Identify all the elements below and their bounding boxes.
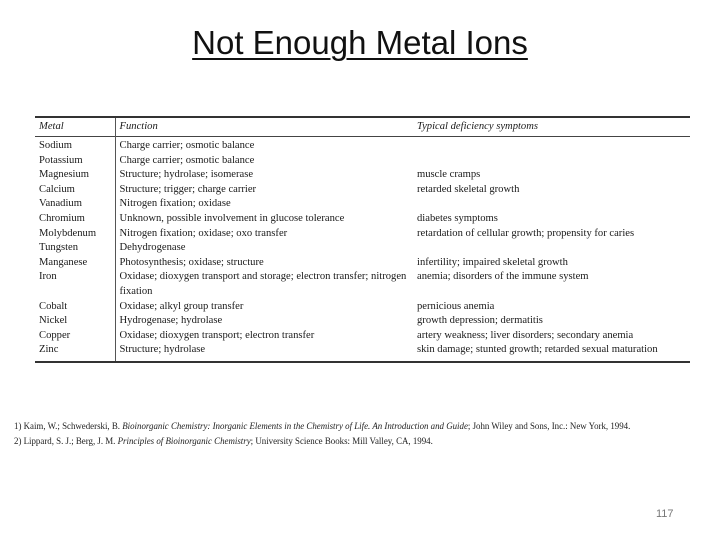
function-cell: Structure; trigger; charge carrier	[119, 183, 257, 195]
function-cell: Unknown, possible involvement in glucose tolerance	[119, 212, 345, 224]
metal-cell: Chromium	[35, 212, 115, 227]
function-cell: Charge carrier; osmotic balance	[119, 154, 255, 166]
symptoms-cell: anemia; disorders of the immune system	[417, 271, 589, 283]
function-cell: Structure; hydrolase	[119, 344, 206, 356]
table-row	[35, 343, 690, 362]
symptoms-cell: diabetes symptoms	[417, 212, 498, 224]
table-row	[35, 137, 690, 154]
reference-publisher: ; John Wiley and Sons, Inc.: New York, 1994.	[467, 421, 631, 431]
symptoms-cell	[413, 137, 690, 154]
reference-authors: 1) Kaim, W.; Schwederski, B.	[14, 421, 123, 431]
slide-title: Not Enough Metal Ions	[192, 24, 528, 61]
symptoms-cell	[413, 154, 690, 169]
table-row	[35, 168, 690, 183]
references-list	[14, 419, 714, 449]
table-row	[35, 256, 690, 271]
symptoms-cell	[413, 197, 690, 212]
metal-cell: Molybdenum	[35, 227, 115, 242]
symptoms-cell: artery weakness; liver disorders; secondary anemia	[417, 329, 634, 341]
metal-cell: Calcium	[35, 183, 115, 198]
header-function: Function	[119, 120, 158, 132]
function-cell: Oxidase; alkyl group transfer	[119, 300, 244, 312]
metal-cell: Potassium	[35, 154, 115, 169]
table-body	[35, 137, 690, 362]
function-cell: Structure; hydrolase; isomerase	[119, 169, 254, 181]
table-row	[35, 314, 690, 329]
metal-cell: Cobalt	[35, 300, 115, 315]
symptoms-cell: skin damage; stunted growth; retarded sexual maturation	[417, 344, 658, 356]
function-cell: Oxidase; dioxygen transport and storage; electron transfer; nitrogen fixation	[119, 271, 407, 297]
symptoms-cell: muscle cramps	[417, 169, 481, 181]
page-number: 117	[656, 508, 674, 520]
metal-cell: Manganese	[35, 256, 115, 271]
reference-book-title: Principles of Bioinorganic Chemistry	[117, 436, 251, 446]
function-cell: Nitrogen fixation; oxidase; oxo transfer	[119, 227, 288, 239]
function-cell: Nitrogen fixation; oxidase	[119, 198, 231, 210]
metal-cell: Vanadium	[35, 197, 115, 212]
metal-table-container	[35, 116, 690, 363]
symptoms-cell: retarded skeletal growth	[417, 183, 520, 195]
table-row	[35, 154, 690, 169]
table-row	[35, 227, 690, 242]
table-header	[35, 117, 690, 137]
table-row	[35, 197, 690, 212]
header-deficiency-symptoms: Typical deficiency symptoms	[417, 120, 539, 132]
symptoms-cell	[413, 241, 690, 256]
reference-publisher: ; University Science Books: Mill Valley, CA, 1994.	[250, 436, 433, 446]
metal-cell: Sodium	[35, 137, 115, 154]
symptoms-cell: growth depression; dermatitis	[417, 315, 543, 327]
metal-cell: Iron	[35, 270, 115, 299]
symptoms-cell: retardation of cellular growth; propensity for caries	[417, 227, 635, 239]
symptoms-cell: pernicious anemia	[417, 300, 495, 312]
table-row	[35, 212, 690, 227]
function-cell: Oxidase; dioxygen transport; electron transfer	[119, 329, 315, 341]
header-metal: Metal	[35, 117, 115, 137]
reference-item	[14, 434, 714, 449]
header-row	[35, 117, 690, 137]
metal-function-table	[35, 116, 690, 363]
table-row	[35, 329, 690, 344]
metal-cell: Copper	[35, 329, 115, 344]
function-cell: Photosynthesis; oxidase; structure	[119, 256, 264, 268]
function-cell: Charge carrier; osmotic balance	[119, 140, 255, 151]
metal-cell: Nickel	[35, 314, 115, 329]
table-row	[35, 300, 690, 315]
table-row	[35, 241, 690, 256]
function-cell: Hydrogenase; hydrolase	[119, 315, 223, 327]
reference-item	[14, 419, 714, 434]
reference-book-title: Bioinorganic Chemistry: Inorganic Elements in the Chemistry of Life. An Introduction and Guide	[122, 421, 468, 431]
symptoms-cell: infertility; impaired skeletal growth	[417, 256, 568, 268]
metal-cell: Tungsten	[35, 241, 115, 256]
table-row	[35, 270, 690, 299]
metal-cell: Zinc	[35, 343, 115, 362]
table-row	[35, 183, 690, 198]
reference-authors: 2) Lippard, S. J.; Berg, J. M.	[14, 436, 118, 446]
metal-cell: Magnesium	[35, 168, 115, 183]
function-cell: Dehydrogenase	[119, 242, 186, 254]
